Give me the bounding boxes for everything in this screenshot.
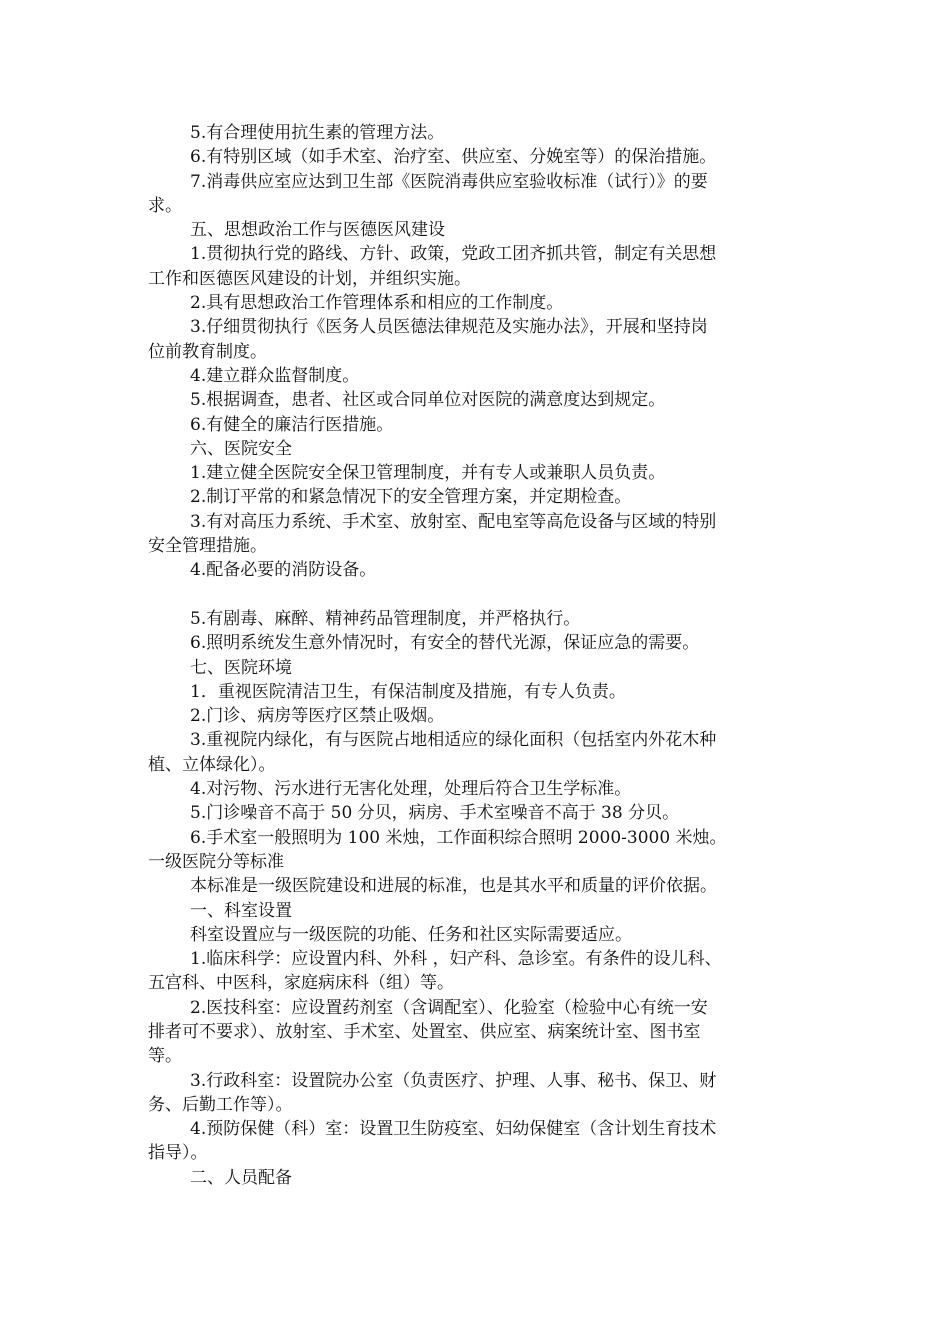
text-line: 求。 bbox=[148, 195, 182, 216]
text-line: 5.有剧毒、麻醉、精神药品管理制度，并严格执行。 bbox=[190, 608, 581, 629]
text-line: 五宫科、中医科，家庭病床科（组）等。 bbox=[148, 973, 454, 994]
text-line: 位前教育制度。 bbox=[148, 341, 267, 362]
text-line: 工作和医德医风建设的计划，并组织实施。 bbox=[148, 268, 471, 289]
text-line: 6.手术室一般照明为 100 米烛，工作面积综合照明 2000-3000 米烛。 bbox=[190, 827, 727, 848]
text-line: 5.门诊噪音不高于 50 分贝，病房、手术室噪音不高于 38 分贝。 bbox=[190, 803, 680, 824]
blank-line bbox=[148, 583, 788, 607]
text-line: 5.根据调查，患者、社区或合同单位对医院的满意度达到规定。 bbox=[190, 390, 666, 411]
text-line: 5.有合理使用抗生素的管理方法。 bbox=[190, 123, 445, 143]
section-heading: 五、思想政治工作与医德医风建设 bbox=[190, 220, 445, 241]
text-line: 务、后勤工作等）。 bbox=[148, 1094, 293, 1115]
section-heading: 六、医院安全 bbox=[190, 438, 292, 459]
text-line: 1.建立健全医院安全保卫管理制度，并有专人或兼职人员负责。 bbox=[190, 463, 666, 484]
text-line: 3.有对高压力系统、手术室、放射室、配电室等高危设备与区域的特别 bbox=[190, 511, 717, 532]
text-line: 4.建立群众监督制度。 bbox=[190, 365, 360, 386]
text-line: 3.重视院内绿化，有与医院占地相适应的绿化面积（包括室内外花木种 bbox=[190, 730, 717, 751]
text-line: 1.临床科学：应设置内科、外科 ，妇产科、急诊室。有条件的设儿科、 bbox=[190, 949, 722, 970]
text-line: 2.门诊、病房等医疗区禁止吸烟。 bbox=[190, 706, 445, 727]
text-line: 科室设置应与一级医院的功能、任务和社区实际需要适应。 bbox=[190, 924, 632, 945]
text-line: 6.照明系统发生意外情况时，有安全的替代光源，保证应急的需要。 bbox=[190, 633, 700, 654]
text-line: 2.医技科室：应设置药剂室（含调配室）、化验室（检验中心有统一安 bbox=[190, 997, 708, 1018]
text-line: 4.预防保健（科）室：设置卫生防疫室、妇幼保健室（含计划生育技术 bbox=[190, 1119, 717, 1140]
text-line: 4.配备必要的消防设备。 bbox=[190, 560, 377, 581]
section-heading: 一、科室设置 bbox=[190, 900, 292, 921]
text-line: 3.行政科室：设置院办公室（负责医疗、护理、人事、秘书、保卫、财 bbox=[190, 1070, 717, 1091]
text-line: 3.仔细贯彻执行《医务人员医德法律规范及实施办法》，开展和坚持岗 bbox=[190, 317, 708, 338]
text-line: 植、立体绿化）。 bbox=[148, 754, 276, 775]
section-heading: 七、医院环境 bbox=[190, 657, 292, 678]
document-title: 一级医院分等标准 bbox=[148, 851, 284, 872]
text-line: 6.有特别区域（如手术室、治疗室、供应室、分娩室等）的保治措施。 bbox=[190, 147, 717, 168]
text-line: 1.贯彻执行党的路线、方针、政策，党政工团齐抓共管，制定有关思想 bbox=[190, 244, 717, 265]
section-heading: 二、人员配备 bbox=[190, 1167, 292, 1188]
text-line: 6.有健全的廉洁行医措施。 bbox=[190, 414, 394, 435]
text-line: 安全管理措施。 bbox=[148, 536, 267, 557]
text-line: 指导）。 bbox=[148, 1143, 208, 1164]
text-line: 2.具有思想政治工作管理体系和相应的工作制度。 bbox=[190, 293, 564, 314]
text-line: 4.对污物、污水进行无害化处理，处理后符合卫生学标准。 bbox=[190, 779, 632, 800]
text-line: 1．重视医院清洁卫生，有保洁制度及措施，有专人负责。 bbox=[190, 681, 626, 702]
text-line: 等。 bbox=[148, 1046, 182, 1067]
text-line: 2.制订平常的和紧急情况下的安全管理方案，并定期检查。 bbox=[190, 487, 632, 508]
text-line: 本标准是一级医院建设和进展的标准，也是其水平和质量的评价依据。 bbox=[190, 876, 717, 897]
document-body bbox=[148, 121, 788, 1190]
text-line: 排者可不要求）、放射室、手术室、处置室、供应室、病案统计室、图书室 bbox=[148, 1021, 701, 1042]
text-line: 7.消毒供应室应达到卫生部《医院消毒供应室验收标准（试行）》的要 bbox=[190, 171, 708, 192]
